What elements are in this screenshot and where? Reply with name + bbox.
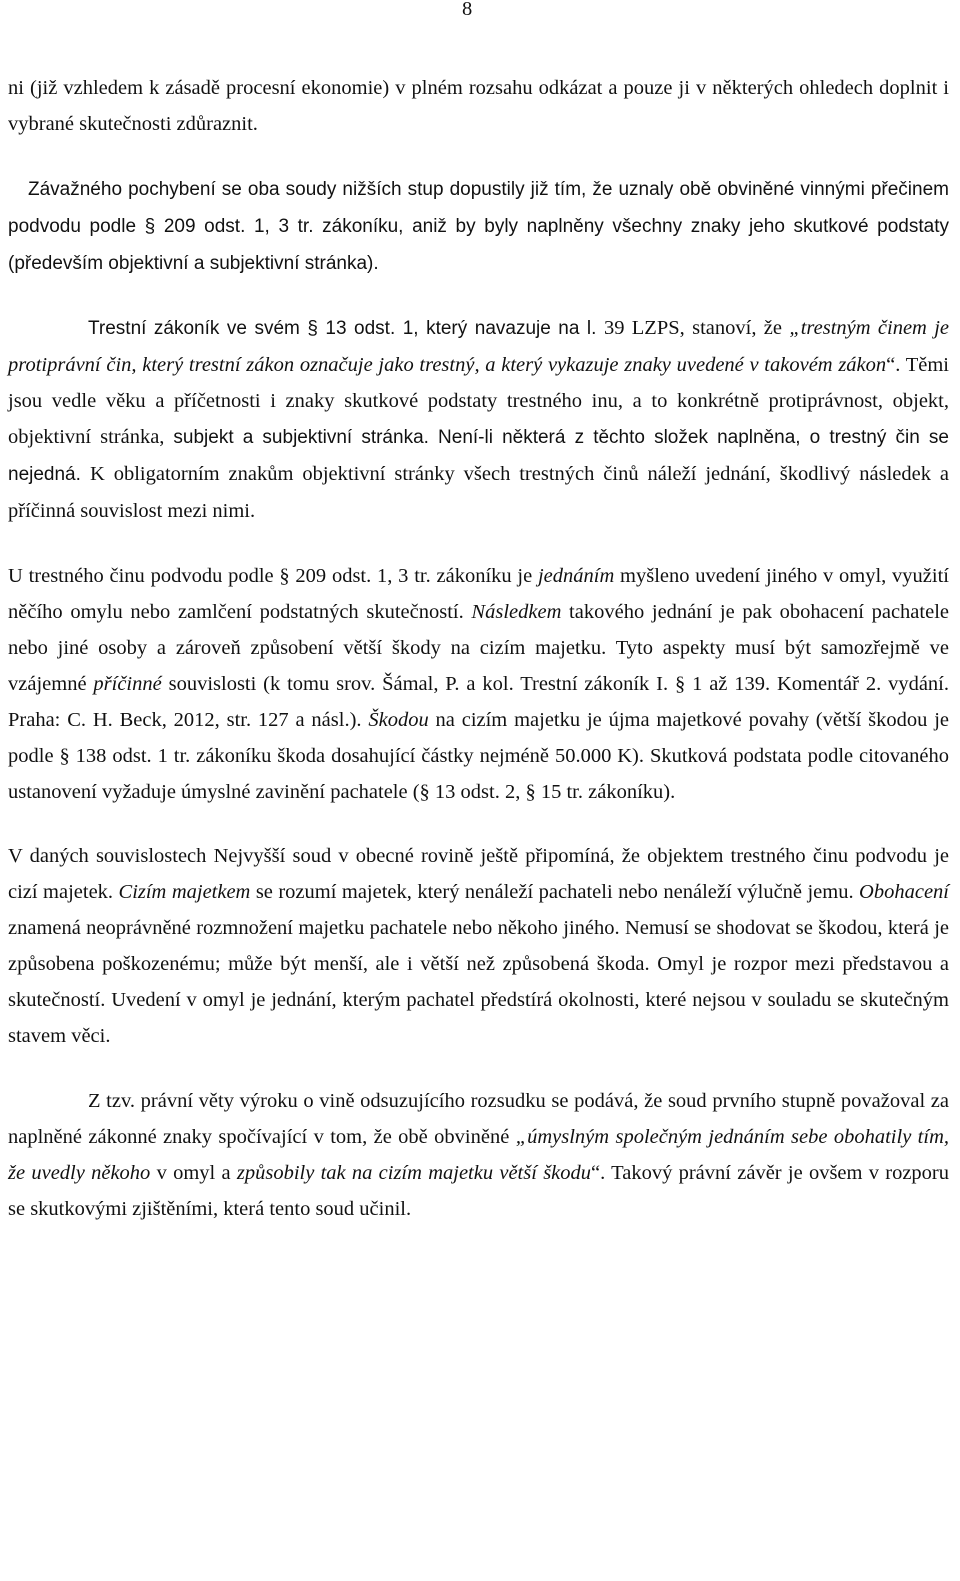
- text-run: takového jednání je pak obohacení pachatele nebo jiné osoby a zároveň způsobení větší škody na cizím majetku. Tyto aspekty musí být samozřejmě ve vzájemné: [8, 600, 949, 695]
- emphasis-text: „trestným činem je protiprávní čin, který trestní zákon označuje jako trestný, a který vykazuje znaky uvedené v takovém zákon: [8, 317, 949, 377]
- text-run: U trestného činu podvodu podle § 209 odst. 1, 3 tr. zákoníku je: [8, 564, 538, 587]
- paragraph: [8, 70, 949, 142]
- emphasis-text: Škodou: [368, 708, 429, 731]
- emphasis-text: Obohacení: [859, 881, 949, 904]
- emphasis-text: jednáním: [537, 564, 615, 587]
- emphasis-text: „úmyslným společným jednáním sebe obohatily tím, že uvedly někoho: [8, 1125, 949, 1184]
- text-run: Z tzv. právní věty výroku o vině odsuzujícího rozsudku se podává, že soud prvního stupně považoval za naplněné zákonné znaky spočívající v tom, že obě obviněné: [8, 1089, 949, 1148]
- emphasis-text: způsobily tak na cizím majetku větší škodu: [236, 1161, 592, 1184]
- text-run: zákoníku, aniž by byly naplněny všechny znaky jeho skutkové podstaty (především objektivní a subjektivní stránka).: [8, 215, 949, 274]
- document-body: [8, 70, 949, 1227]
- text-run: na cizím majetku je újma majetkové povahy (větší škodou je podle § 138 odst. 1 tr. zákoníku škoda dosahující částky nejméně 50.000 K). Skutková podstata podle citovaného ustanovení vyžaduje úmyslné zavinění pachatele (§ 13 odst. 2, § 15 tr. zákoníku).: [8, 708, 949, 803]
- paragraph: [8, 1083, 949, 1227]
- page-number: 8: [462, 0, 473, 20]
- text-run: ni (již vzhledem k zásadě procesní ekonomie) v plném rozsahu odkázat a pouze ji v některých ohledech doplnit i vybrané skutečnosti zdůraznit.: [8, 77, 949, 135]
- text-run: myšleno uvedení jiného v omyl, využití něčího omylu nebo zamlčení podstatných skutečností.: [8, 564, 949, 623]
- emphasis-text: Cizím majetkem: [118, 881, 251, 904]
- text-run: v omyl a: [150, 1161, 237, 1184]
- emphasis-text: Následkem: [471, 600, 562, 623]
- text-run: se rozumí majetek, který nenáleží pachateli nebo nenáleží výlučně jemu.: [250, 881, 860, 904]
- paragraph: [8, 310, 949, 529]
- text-run: V daných souvislostech Nejvyšší soud v obecné rovině ještě připomíná, že objektem trestného činu podvodu je cizí majetek.: [8, 845, 949, 904]
- text-run: souvislosti (k tomu srov. Šámal, P. a kol. Trestní zákoník I. § 1 až 139. Komentář 2. vydání. Praha: C. H. Beck, 2012, str. 127 a násl.).: [8, 672, 949, 731]
- paragraph: [8, 838, 949, 1054]
- paragraph: [8, 558, 949, 810]
- text-run: “. Takový právní závěr je ovšem v rozporu se skutkovými zjištěními, která tento soud učinil.: [8, 1161, 949, 1220]
- text-run: Trestní zákoník ve svém § 13 odst. 1, který navazuje na l.: [88, 318, 604, 340]
- text-run: K obligatorním znakům objektivní stránky všech trestných činů náleží jednání, škodlivý následek a příčinná souvislost mezi nimi.: [8, 463, 949, 523]
- text-run: znamená neoprávněné rozmnožení majetku pachatele nebo někoho jiného. Nemusí se shodovat se škodou, která je způsobena poškozenému; může být menší, ale i větší než způsobená škoda. Omyl je rozpor mezi představou a skutečností. Uvedení v omyl je jednání, kterým pachatel předstírá okolnosti, které nejsou v souladu se skutečným stavem věci.: [8, 917, 949, 1048]
- text-run: “. Těmi jsou vedle věku a příčetnosti i znaky skutkové podstaty trestného inu, a to konkrétně protiprávnost, objekt, objektivní stránka,: [8, 354, 949, 449]
- text-run: subjekt a subjektivní stránka. Není-li některá z těchto složek naplněna, o trestný čin se nejedná.: [8, 427, 949, 486]
- emphasis-text: příčinné: [93, 672, 162, 695]
- paragraph: [8, 171, 949, 282]
- text-run: 39 LZPS, stanoví, že: [603, 317, 790, 340]
- text-run: Závažného pochybení se oba soudy nižších stup dopustily již tím, že uznaly obě obviněné vinnými přečinem podvodu podle § 209 odst. 1, 3 tr.: [8, 178, 949, 237]
